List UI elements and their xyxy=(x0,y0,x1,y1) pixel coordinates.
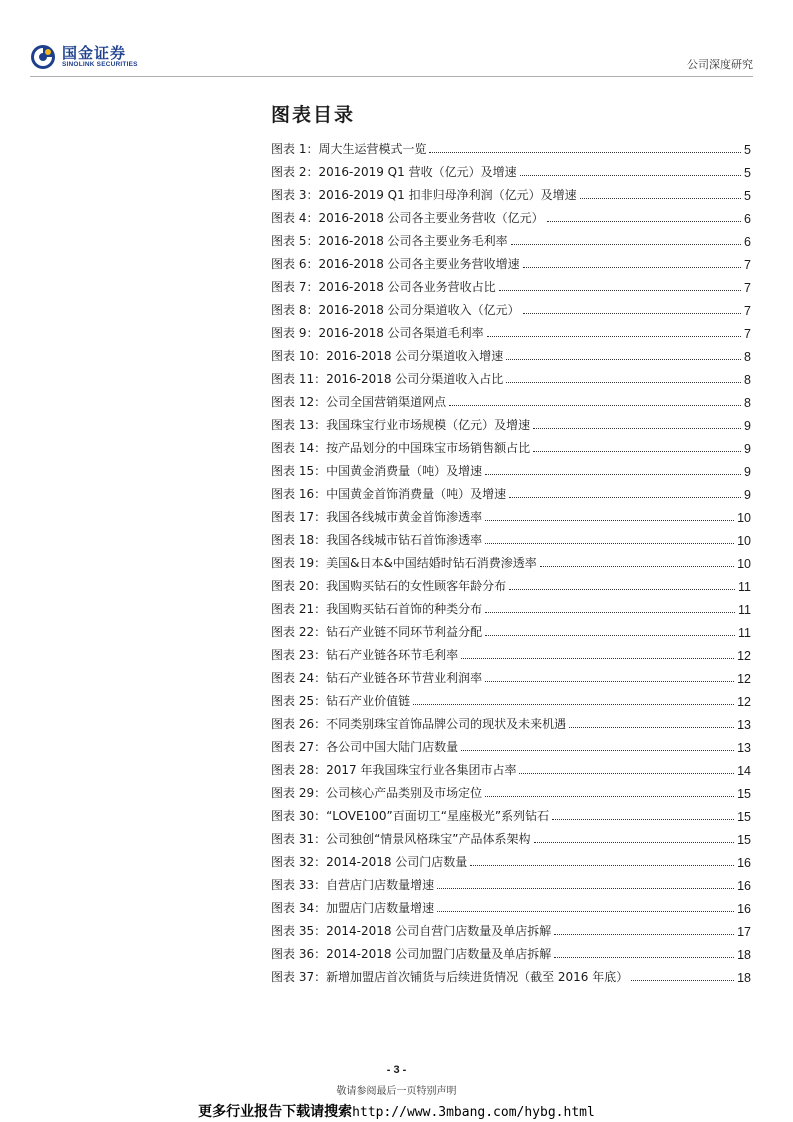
toc-entry-label: 图表 2：2016-2019 Q1 营收（亿元）及增速 xyxy=(271,165,517,179)
toc-leader-dots xyxy=(631,980,734,981)
toc-entry-label: 图表 31：公司独创“情景风格珠宝”产品体系架构 xyxy=(271,832,531,846)
toc-entry-page: 6 xyxy=(744,212,751,226)
toc-leader-dots xyxy=(485,612,735,613)
toc-entry-label: 图表 3：2016-2019 Q1 扣非归母净利润（亿元）及增速 xyxy=(271,188,577,202)
page-number: - 3 - xyxy=(386,1064,407,1076)
toc-leader-dots xyxy=(485,474,741,475)
toc-leader-dots xyxy=(485,635,735,636)
toc-leader-dots xyxy=(547,221,741,222)
toc-leader-dots xyxy=(470,865,734,866)
toc-entry[interactable] xyxy=(271,548,751,571)
toc-entry-label: 图表 5：2016-2018 公司各主要业务毛利率 xyxy=(271,234,508,248)
toc-entry[interactable] xyxy=(271,502,751,525)
toc-entry-label: 图表 24：钻石产业链各环节营业利润率 xyxy=(271,671,483,685)
toc-entry[interactable] xyxy=(271,318,751,341)
toc-entry[interactable] xyxy=(271,180,751,203)
toc-entry-label: 图表 12：公司全国营销渠道网点 xyxy=(271,395,447,409)
toc-entry-label: 图表 30：“LOVE100”百面切工“星座极光”系列钻石 xyxy=(271,809,550,823)
toc-entry[interactable] xyxy=(271,847,751,870)
toc-entry-label: 图表 10：2016-2018 公司分渠道收入增速 xyxy=(271,349,504,363)
toc-entry[interactable] xyxy=(271,916,751,939)
toc-entry-label: 图表 32：2014-2018 公司门店数量 xyxy=(271,855,468,869)
toc-entry-page: 11 xyxy=(738,603,751,617)
toc-entry-page: 7 xyxy=(744,327,751,341)
toc-entry-page: 12 xyxy=(737,695,751,709)
logo-chinese-name: 国金证券 xyxy=(62,44,127,62)
toc-entry[interactable] xyxy=(271,755,751,778)
toc-entry[interactable] xyxy=(271,364,751,387)
sinolink-logo-icon xyxy=(30,44,56,70)
toc-entry[interactable] xyxy=(271,686,751,709)
toc-entry-label: 图表 36：2014-2018 公司加盟门店数量及单店拆解 xyxy=(271,947,552,961)
report-type: 公司深度研究 xyxy=(687,58,753,71)
toc-entry-label: 图表 29：公司核心产品类别及市场定位 xyxy=(271,786,483,800)
toc-entry-label: 图表 20：我国购买钻石的女性顾客年龄分布 xyxy=(271,579,507,593)
toc-leader-dots xyxy=(449,405,741,406)
toc-entry-label: 图表 27：各公司中国大陆门店数量 xyxy=(271,740,459,754)
toc-leader-dots xyxy=(554,957,734,958)
logo-english-name: SINOLINK SECURITIES xyxy=(62,61,138,68)
toc-entry[interactable] xyxy=(271,778,751,801)
toc-entry-page: 10 xyxy=(737,534,751,548)
toc-entry[interactable] xyxy=(271,157,751,180)
toc-entry-label: 图表 4：2016-2018 公司各主要业务营收（亿元） xyxy=(271,211,544,225)
toc-leader-dots xyxy=(533,428,741,429)
toc-entry-label: 图表 37：新增加盟店首次铺货与后续进货情况（截至 2016 年底） xyxy=(271,970,629,984)
toc-entry-label: 图表 26：不同类别珠宝首饰品牌公司的现状及未来机遇 xyxy=(271,717,567,731)
toc-entry-page: 14 xyxy=(737,764,751,778)
toc-leader-dots xyxy=(511,244,741,245)
toc-leader-dots xyxy=(485,681,734,682)
toc-entry[interactable] xyxy=(271,203,751,226)
toc-leader-dots xyxy=(569,727,734,728)
company-logo xyxy=(30,44,138,70)
toc-entry-label: 图表 28：2017 年我国珠宝行业各集团市占率 xyxy=(271,763,517,777)
toc-entry-label: 图表 25：钻石产业价值链 xyxy=(271,694,411,708)
toc-entry-label: 图表 6：2016-2018 公司各主要业务营收增速 xyxy=(271,257,520,271)
toc-entry-page: 15 xyxy=(737,833,751,847)
toc-leader-dots xyxy=(437,888,734,889)
toc-entry-label: 图表 22：钻石产业链不同环节利益分配 xyxy=(271,625,483,639)
toc-entry[interactable] xyxy=(271,341,751,364)
toc-leader-dots xyxy=(485,520,734,521)
toc-leader-dots xyxy=(520,175,741,176)
toc-leader-dots xyxy=(437,911,734,912)
toc-leader-dots xyxy=(429,152,741,153)
toc-leader-dots xyxy=(534,842,735,843)
toc-entry-label: 图表 33：自营店门店数量增速 xyxy=(271,878,435,892)
toc-entry-label: 图表 7：2016-2018 公司各业务营收占比 xyxy=(271,280,496,294)
toc-entry-page: 13 xyxy=(737,718,751,732)
toc-entry-page: 18 xyxy=(737,971,751,985)
toc-entry[interactable] xyxy=(271,571,751,594)
toc-entry[interactable] xyxy=(271,870,751,893)
toc-entry-page: 7 xyxy=(744,258,751,272)
toc-entry-page: 5 xyxy=(744,166,751,180)
toc-leader-dots xyxy=(506,359,741,360)
toc-entry[interactable] xyxy=(271,594,751,617)
toc-entry-label: 图表 14：按产品划分的中国珠宝市场销售额占比 xyxy=(271,441,531,455)
toc-leader-dots xyxy=(499,290,741,291)
toc-leader-dots xyxy=(413,704,734,705)
disclaimer: 敬请参阅最后一页特别声明 xyxy=(336,1086,457,1097)
toc-entry-label: 图表 19：美国&日本&中国结婚时钻石消费渗透率 xyxy=(271,556,537,570)
toc-leader-dots xyxy=(485,796,734,797)
toc-entry[interactable] xyxy=(271,663,751,686)
toc-entry-label: 图表 9：2016-2018 公司各渠道毛利率 xyxy=(271,326,484,340)
toc-leader-dots xyxy=(580,198,741,199)
toc-entry[interactable] xyxy=(271,939,751,962)
toc-entry[interactable] xyxy=(271,295,751,318)
toc-leader-dots xyxy=(461,750,734,751)
toc-title: 图表目录 xyxy=(271,104,356,126)
toc-entry-page: 9 xyxy=(744,419,751,433)
toc-leader-dots xyxy=(540,566,734,567)
toc-entry-page: 8 xyxy=(744,373,751,387)
toc-entry-page: 10 xyxy=(737,511,751,525)
toc-entry-page: 15 xyxy=(737,810,751,824)
toc-entry-page: 18 xyxy=(737,948,751,962)
toc-entry-page: 16 xyxy=(737,856,751,870)
promo-url[interactable]: http://www.3mbang.com/hybg.html xyxy=(352,1105,595,1120)
toc-entry[interactable] xyxy=(271,272,751,295)
toc-entry-page: 17 xyxy=(737,925,751,939)
toc-entry-page: 16 xyxy=(737,902,751,916)
toc-entry[interactable] xyxy=(271,525,751,548)
toc-entry[interactable] xyxy=(271,962,751,985)
toc-entry[interactable] xyxy=(271,893,751,916)
toc-entry-label: 图表 23：钻石产业链各环节毛利率 xyxy=(271,648,459,662)
toc-leader-dots xyxy=(461,658,734,659)
toc-leader-dots xyxy=(523,267,741,268)
toc-entry-page: 16 xyxy=(737,879,751,893)
toc-entry-page: 5 xyxy=(744,189,751,203)
promo-text: 更多行业报告下载请搜索 xyxy=(198,1104,353,1120)
toc-entry-page: 12 xyxy=(737,672,751,686)
toc-entry-page: 13 xyxy=(737,741,751,755)
toc-entry-label: 图表 17：我国各线城市黄金首饰渗透率 xyxy=(271,510,483,524)
header-divider xyxy=(30,76,753,77)
toc-entry[interactable] xyxy=(271,387,751,410)
toc-entry[interactable] xyxy=(271,801,751,824)
toc-leader-dots xyxy=(509,589,735,590)
toc-entry-label: 图表 34：加盟店门店数量增速 xyxy=(271,901,435,915)
toc-entry-label: 图表 11：2016-2018 公司分渠道收入占比 xyxy=(271,372,504,386)
promo-banner xyxy=(0,1101,793,1121)
toc-entry-page: 15 xyxy=(737,787,751,801)
toc-leader-dots xyxy=(485,543,734,544)
toc-entry-label: 图表 13：我国珠宝行业市场规模（亿元）及增速 xyxy=(271,418,531,432)
toc-entry[interactable] xyxy=(271,824,751,847)
toc-entry-label: 图表 18：我国各线城市钻石首饰渗透率 xyxy=(271,533,483,547)
toc-entry-page: 9 xyxy=(744,465,751,479)
toc-leader-dots xyxy=(506,382,741,383)
toc-entry-page: 5 xyxy=(744,143,751,157)
toc-entry-page: 10 xyxy=(737,557,751,571)
toc-entry-label: 图表 35：2014-2018 公司自营门店数量及单店拆解 xyxy=(271,924,552,938)
toc-leader-dots xyxy=(509,497,741,498)
toc-entry[interactable] xyxy=(271,456,751,479)
toc-entry-page: 9 xyxy=(744,488,751,502)
toc-entry-page: 9 xyxy=(744,442,751,456)
toc-entry[interactable] xyxy=(271,134,751,157)
toc-entry-label: 图表 1：周大生运营模式一览 xyxy=(271,142,427,156)
toc-entry[interactable] xyxy=(271,410,751,433)
toc-entry[interactable] xyxy=(271,640,751,663)
toc-leader-dots xyxy=(487,336,741,337)
toc-entry-page: 12 xyxy=(737,649,751,663)
toc-entry-page: 7 xyxy=(744,304,751,318)
toc-leader-dots xyxy=(523,313,741,314)
toc-leader-dots xyxy=(519,773,734,774)
toc-leader-dots xyxy=(554,934,734,935)
toc-entry-page: 7 xyxy=(744,281,751,295)
toc-entry[interactable] xyxy=(271,479,751,502)
toc-entry[interactable] xyxy=(271,226,751,249)
toc-entry-page: 11 xyxy=(738,626,751,640)
toc-entry[interactable] xyxy=(271,732,751,755)
toc-entry-page: 11 xyxy=(738,580,751,594)
toc-entry-label: 图表 15：中国黄金消费量（吨）及增速 xyxy=(271,464,483,478)
page-header xyxy=(0,0,793,80)
toc-entry-label: 图表 16：中国黄金首饰消费量（吨）及增速 xyxy=(271,487,507,501)
toc-entry[interactable] xyxy=(271,709,751,732)
toc-entry-page: 8 xyxy=(744,396,751,410)
toc-list xyxy=(271,134,751,985)
toc-entry-page: 8 xyxy=(744,350,751,364)
toc-leader-dots xyxy=(533,451,741,452)
toc-entry[interactable] xyxy=(271,433,751,456)
toc-entry[interactable] xyxy=(271,249,751,272)
toc-leader-dots xyxy=(552,819,734,820)
toc-entry-label: 图表 8：2016-2018 公司分渠道收入（亿元） xyxy=(271,303,520,317)
toc-entry-label: 图表 21：我国购买钻石首饰的种类分布 xyxy=(271,602,483,616)
toc-entry[interactable] xyxy=(271,617,751,640)
toc-entry-page: 6 xyxy=(744,235,751,249)
